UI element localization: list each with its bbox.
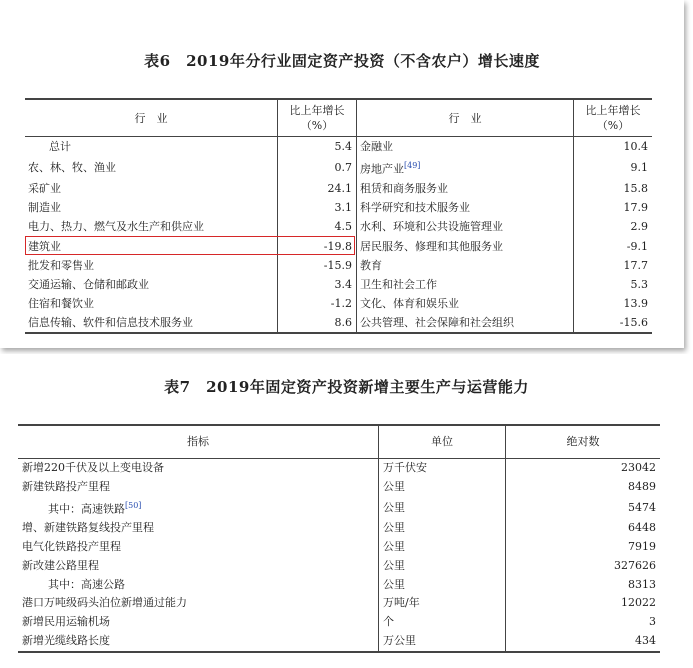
unit-cell: 公里 bbox=[379, 518, 506, 537]
value-cell: 3 bbox=[649, 615, 656, 629]
table-row bbox=[18, 575, 660, 594]
indicator-label: 其中：高速铁路 bbox=[48, 502, 125, 516]
growth-cell: 17.7 bbox=[623, 258, 648, 272]
growth-cell: -19.8 bbox=[278, 236, 357, 255]
header-industry-left: 行 业 bbox=[25, 99, 278, 137]
indicator-cell: 其中：高速公路 bbox=[18, 575, 379, 594]
table-row bbox=[25, 156, 652, 179]
indicator-cell: 新增220千伏及以上变电设备 bbox=[18, 459, 379, 478]
table-row bbox=[25, 275, 652, 294]
growth-cell: 8.6 bbox=[278, 313, 357, 333]
unit-cell: 万吨/年 bbox=[379, 594, 506, 613]
table-row bbox=[25, 137, 652, 157]
industry-cell: 住宿和餐饮业 bbox=[25, 294, 278, 313]
indicator-cell: 新增民用运输机场 bbox=[18, 613, 379, 632]
industry-cell: 信息传输、软件和信息技术服务业 bbox=[25, 313, 278, 333]
unit-cell: 公里 bbox=[379, 575, 506, 594]
unit-cell: 公里 bbox=[379, 556, 506, 575]
header-growth-line1: 比上年增长 bbox=[289, 104, 345, 117]
table-row bbox=[25, 313, 652, 333]
value-cell: 8489 bbox=[628, 480, 656, 494]
header-growth-right bbox=[574, 99, 653, 137]
table-row bbox=[25, 294, 652, 313]
unit-cell: 公里 bbox=[379, 478, 506, 497]
highlight-box bbox=[25, 236, 355, 255]
value-cell: 434 bbox=[635, 634, 656, 648]
header-growth-line2: （%） bbox=[596, 119, 630, 132]
growth-cell: -15.6 bbox=[619, 316, 648, 330]
industry-cell: 卫生和社会工作 bbox=[357, 275, 574, 294]
industry-cell: 总计 bbox=[25, 137, 278, 157]
table-row bbox=[18, 518, 660, 537]
industry-cell: 文化、体育和娱乐业 bbox=[357, 294, 574, 313]
table7-title: 表7 2019年固定资产投资新增主要生产与运营能力 bbox=[164, 378, 529, 396]
growth-cell: 9.1 bbox=[630, 161, 648, 175]
table-row bbox=[25, 198, 652, 217]
value-cell: 12022 bbox=[621, 596, 656, 610]
industry-cell: 建筑业 bbox=[25, 236, 278, 255]
indicator-cell: 新改建公路里程 bbox=[18, 556, 379, 575]
growth-cell: 4.5 bbox=[278, 217, 357, 236]
table-row bbox=[18, 594, 660, 613]
table6 bbox=[25, 98, 652, 334]
industry-cell: 电力、热力、燃气及水生产和供应业 bbox=[25, 217, 278, 236]
growth-cell: 13.9 bbox=[623, 297, 648, 311]
value-cell: 6448 bbox=[628, 520, 656, 534]
growth-cell: -15.9 bbox=[278, 256, 357, 275]
growth-cell: 2.9 bbox=[630, 220, 648, 234]
industry-cell: 制造业 bbox=[25, 198, 278, 217]
value-cell: 7919 bbox=[628, 539, 656, 553]
footnote-link[interactable]: [50] bbox=[125, 500, 142, 510]
unit-cell: 公里 bbox=[379, 497, 506, 519]
header-growth-line1: 比上年增长 bbox=[585, 104, 641, 117]
growth-cell: 3.4 bbox=[278, 275, 357, 294]
table-row bbox=[18, 478, 660, 497]
header-growth-left bbox=[278, 99, 357, 137]
table-row bbox=[25, 256, 652, 275]
industry-cell: 农、林、牧、渔业 bbox=[25, 156, 278, 179]
table-row bbox=[25, 217, 652, 236]
industry-cell bbox=[357, 156, 574, 179]
growth-cell: 10.4 bbox=[623, 140, 648, 154]
indicator-cell bbox=[18, 497, 379, 519]
header-unit: 单位 bbox=[379, 425, 506, 459]
unit-cell: 公里 bbox=[379, 537, 506, 556]
unit-cell: 个 bbox=[379, 613, 506, 632]
industry-cell: 科学研究和技术服务业 bbox=[357, 198, 574, 217]
table-row bbox=[18, 459, 660, 478]
industry-cell: 采矿业 bbox=[25, 179, 278, 198]
industry-cell: 租赁和商务服务业 bbox=[357, 179, 574, 198]
table-row bbox=[18, 497, 660, 519]
industry-cell: 金融业 bbox=[357, 137, 574, 157]
table7-header-row bbox=[18, 425, 660, 459]
table-row bbox=[18, 613, 660, 632]
industry-cell: 居民服务、修理和其他服务业 bbox=[357, 236, 574, 255]
header-industry-right: 行 业 bbox=[357, 99, 574, 137]
header-indicator: 指标 bbox=[18, 425, 379, 459]
unit-cell: 万千伏安 bbox=[379, 459, 506, 478]
growth-cell: 17.9 bbox=[623, 201, 648, 215]
table-row bbox=[18, 632, 660, 652]
header-value: 绝对数 bbox=[506, 425, 661, 459]
table-row bbox=[18, 537, 660, 556]
table7-panel bbox=[0, 354, 693, 668]
growth-cell: 5.3 bbox=[630, 277, 648, 291]
table6-title: 表6 2019年分行业固定资产投资（不含农户）增长速度 bbox=[144, 52, 540, 70]
table-row bbox=[18, 556, 660, 575]
indicator-cell: 新增光缆线路长度 bbox=[18, 632, 379, 652]
industry-cell: 批发和零售业 bbox=[25, 256, 278, 275]
indicator-cell: 增、新建铁路复线投产里程 bbox=[18, 518, 379, 537]
unit-cell: 万公里 bbox=[379, 632, 506, 652]
value-cell: 5474 bbox=[628, 500, 656, 514]
table-row bbox=[25, 179, 652, 198]
value-cell: 23042 bbox=[621, 461, 656, 475]
table6-header-row bbox=[25, 99, 652, 137]
value-cell: 8313 bbox=[628, 577, 656, 591]
growth-cell: 5.4 bbox=[278, 137, 357, 157]
footnote-link[interactable]: [49] bbox=[404, 161, 421, 171]
industry-cell: 教育 bbox=[357, 256, 574, 275]
growth-cell: 3.1 bbox=[278, 198, 357, 217]
growth-cell: 24.1 bbox=[278, 179, 357, 198]
growth-cell: 0.7 bbox=[278, 156, 357, 179]
industry-cell: 水利、环境和公共设施管理业 bbox=[357, 217, 574, 236]
indicator-cell: 新建铁路投产里程 bbox=[18, 478, 379, 497]
table7 bbox=[18, 424, 660, 653]
value-cell: 327626 bbox=[614, 558, 656, 572]
indicator-cell: 港口万吨级码头泊位新增通过能力 bbox=[18, 594, 379, 613]
industry-cell: 交通运输、仓储和邮政业 bbox=[25, 275, 278, 294]
growth-cell: -9.1 bbox=[626, 239, 648, 253]
industry-cell: 公共管理、社会保障和社会组织 bbox=[357, 313, 574, 333]
growth-cell: -1.2 bbox=[278, 294, 357, 313]
header-growth-line2: （%） bbox=[300, 119, 334, 132]
indicator-cell: 电气化铁路投产里程 bbox=[18, 537, 379, 556]
growth-cell: 15.8 bbox=[623, 181, 648, 195]
industry-label: 房地产业 bbox=[360, 162, 404, 176]
